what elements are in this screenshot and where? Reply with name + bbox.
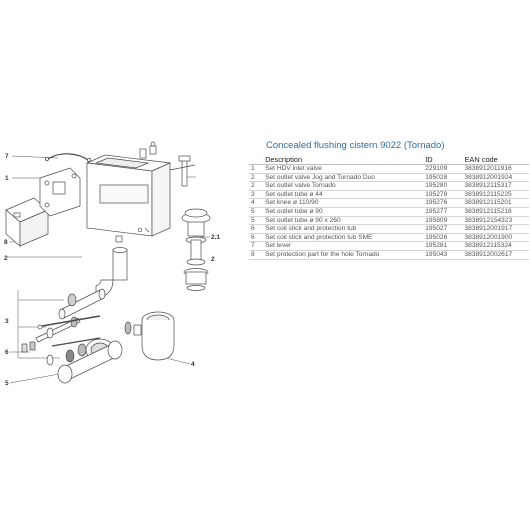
header-ean: EAN code xyxy=(463,154,530,165)
table-header-row xyxy=(249,154,529,165)
table-row xyxy=(249,165,529,174)
row-id: 195276 xyxy=(423,199,462,208)
table-row xyxy=(249,190,529,199)
row-description: Set coil stick and protection tub SME xyxy=(263,233,423,242)
row-number: 2 xyxy=(249,173,263,182)
table-row xyxy=(249,173,529,182)
row-ean: 3838912115225 xyxy=(463,190,530,199)
table-row xyxy=(249,250,529,259)
protection-part xyxy=(6,168,80,246)
row-id: 195281 xyxy=(423,242,462,251)
row-id: 195028 xyxy=(423,173,462,182)
row-description: Set outlet tube ø 44 xyxy=(263,190,423,199)
parts-table xyxy=(249,154,529,260)
row-number: 1 xyxy=(249,165,263,174)
callout-4: 4 xyxy=(191,361,195,368)
exploded-view-diagram xyxy=(0,0,250,530)
row-ean: 3838912001900 xyxy=(463,233,530,242)
row-id: 195026 xyxy=(423,233,462,242)
row-id: 195043 xyxy=(423,250,462,259)
row-description: Set protection part for the hole Tornado xyxy=(263,250,423,259)
row-number: 5 xyxy=(249,207,263,216)
row-ean: 3838912011916 xyxy=(463,165,530,174)
knee-110-90 xyxy=(125,312,174,360)
table-row xyxy=(249,207,529,216)
header-id: ID xyxy=(423,154,462,165)
callout-2-left: 2 xyxy=(4,255,8,262)
row-number: 2 xyxy=(249,182,263,191)
table-row xyxy=(249,233,529,242)
row-description: Set outlet valve Jog and Tornado Duo xyxy=(263,173,423,182)
row-description: Set lever xyxy=(263,242,423,251)
table-row xyxy=(249,242,529,251)
row-ean: 3838912001924 xyxy=(463,173,530,182)
row-id: 229109 xyxy=(423,165,462,174)
row-id: 195809 xyxy=(423,216,462,225)
row-description: Set outlet valve Tornado xyxy=(263,182,423,191)
table-row xyxy=(249,225,529,234)
row-ean: 3838912115317 xyxy=(463,182,530,191)
cistern-body xyxy=(87,155,170,242)
row-ean: 3838912001917 xyxy=(463,225,530,234)
callout-3: 3 xyxy=(5,318,9,325)
row-number: 6 xyxy=(249,225,263,234)
callout-2-right: 2 xyxy=(211,256,215,263)
row-number: 8 xyxy=(249,250,263,259)
row-description: Set coil stick and protection tub xyxy=(263,225,423,234)
callout-2-1: 2.1 xyxy=(211,234,221,241)
callout-6: 6 xyxy=(5,349,9,356)
callout-7: 7 xyxy=(5,153,9,160)
row-description: Set knee ø 110/90 xyxy=(263,199,423,208)
table-row xyxy=(249,182,529,191)
row-id: 195278 xyxy=(423,190,462,199)
row-number: 4 xyxy=(249,199,263,208)
row-id: 195277 xyxy=(423,207,462,216)
row-ean: 3838912115218 xyxy=(463,207,530,216)
row-id: 195027 xyxy=(423,225,462,234)
table-row xyxy=(249,216,529,225)
row-number: 5 xyxy=(249,216,263,225)
outlet-tube-90 xyxy=(47,339,122,383)
row-ean: 3838912154323 xyxy=(463,216,530,225)
header-number xyxy=(249,154,263,165)
row-ean: 3838912115201 xyxy=(463,199,530,208)
row-ean: 3838912002617 xyxy=(463,250,530,259)
row-number: 3 xyxy=(249,190,263,199)
page-title: Concealed flushing cistern 9022 (Tornado) xyxy=(266,140,445,151)
row-description: Set outlet tube ø 90 x 260 xyxy=(263,216,423,225)
row-number: 7 xyxy=(249,242,263,251)
callout-8: 8 xyxy=(4,239,8,246)
table-row xyxy=(249,199,529,208)
callout-5: 5 xyxy=(5,380,9,387)
outlet-valve xyxy=(182,209,210,291)
row-ean: 3838912115324 xyxy=(463,242,530,251)
header-description: Description xyxy=(263,154,423,165)
row-description: Set HDV inlet valve xyxy=(263,165,423,174)
row-number: 6 xyxy=(249,233,263,242)
callout-1: 1 xyxy=(5,175,9,182)
row-description: Set outlet tube ø 90 xyxy=(263,207,423,216)
row-id: 195280 xyxy=(423,182,462,191)
